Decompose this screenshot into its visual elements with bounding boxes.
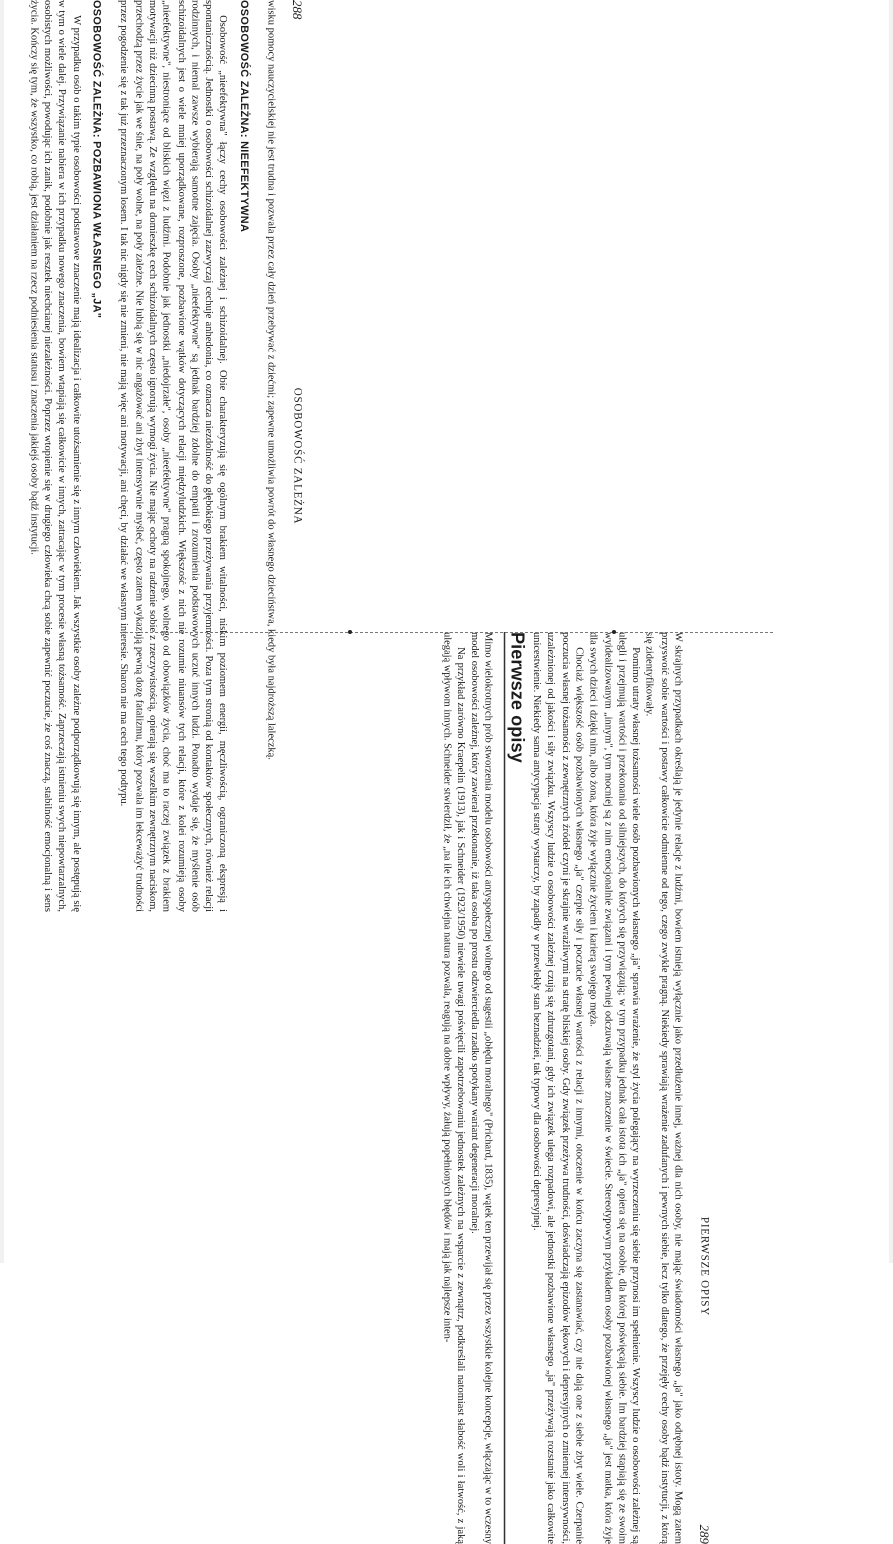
running-head-title-left: OSOBOWOŚĆ ZALEŻNA <box>291 387 305 525</box>
running-head-title-right: PIERWSZE OPISY <box>698 1216 712 1316</box>
scan-dot <box>612 630 616 634</box>
scan-dot <box>348 630 352 634</box>
right-page-body <box>439 632 685 1544</box>
paragraph: W skrajnych przypadkach określają je jedynie relacje z ludźmi, bowiem istnieją wyłącznie jako przedłużenie innej, ważnej dla nich osoby, nie mając świadomości własnego „ja" jako odrębnej istoty. Mogą zatem przyswoić sobie wartości i postawy całkowicie odmienne od tego, czego zwykle pragną. Niekiedy sprawiają wrażenie zadufanych i pewnych siebie, lecz tylko dlatego, że przejęły cechy osoby bądź instytucji, z którą się zidentyfikowały. <box>644 632 684 1544</box>
paragraph: Osobowość „nieefektywna" łączy cechy osobowości zależnej i schizoidalnej. Obie charakteryzują się ogólnym brakiem witalności, niskim poziomem energii, męczliwością, ograniczoną ekspresją i spontanicznością. Jednostki o osobowości schizoidalnej zazwyczaj cechuje anhedonia, co oznacza niezdolność do głębokiego przeżywania przyjemności. Poza tym stronią od kontaktów społecznych, również relacji rodzinnych, i niemal zawsze wybierają samotne zajęcia. Osoby „nieefektywne" są jednak bardziej zdolne do empatii i zrozumienia podstawowych uczuć innych ludzi. Ponadto wydaje się, że myślenie osób schizoidalnych jest o wiele mniej uporządkowane, rozproszone, pozbawione wątków dotyczących relacji międzyludzkich. Większość z nich nie rozumie niuansów tych relacji, które z kolei rozumieją osoby „nieefektywne", niestroniące od bliskich więzi z ludźmi. Podobnie jak jednostki „niedojrzałe", osoby „nieefektywne" pragną spokojnego, wolnego od obowiązków życia, choć ma to raczej związek z brakiem motywacji niż dziecinną postawą. Ze względu na domieszkę cech schizoidalnych często ignorują wymogi życia. Nie mając ochoty na radzenie sobie z rzeczywistością, opierają się wszelkim zewnętrznym naciskom, przechodzą przez życie jak we śnie, na poły wolne, na poły zależne. Nie lubią się w nic angażować ani zbyt intensywnie myśleć, często zatem wykazują pewną dozę fatalizmu, który pozwala im lekceważyć trudności przez pogodzenie się z tak już przeznaczonym losem. I tak nic nigdy się nie zmieni, nie mają więc ani motywacji, ani chęci, by działać we własnym interesie. Sharon nie ma cech tego podtypu. <box>118 0 229 912</box>
section-heading-nieefektywna: OSOBOWOŚĆ ZALEŻNA: NIEEFEKTYWNA <box>237 0 252 233</box>
scan-fold-mark <box>120 632 773 634</box>
paragraph: Pomimo utraty własnej tożsamości wiele osób pozbawionych własnego „ja" sprawia wrażenie, że styl życia polegający na wyrzeczeniu się siebie przynosi im spełnienie. Wszyscy ludzie o osobowości zależnej są ulegli i przejmują wartości i przekonania od silniejszych, do których się przywiązują; w tym przypadku jednak cała istota ich „ja" opiera się na osobie, dla której poświęcają siebie. Im bardziej stapiają się ze swoim wyidealizowanym „innym", tym mocniej są z nim emocjonalnie związani i tym pewniej odczuwają własne znaczenie w świecie. Stereotypowym przykładem osoby pozbawionej własnego „ja" jest matka, która żyje dla swych dzieci i dzięki nim, albo żona, która żyje wyłącznie życiem i karierą swojego męża. <box>587 632 641 1544</box>
running-head-right <box>691 632 712 1544</box>
scan-edge-right <box>889 0 893 1263</box>
page-number-left: 288 <box>289 0 305 20</box>
chapter-heading-pierwsze-opisy: Pierwsze opisy <box>504 632 523 1544</box>
paragraph: Chociaż większość osób pozbawionych własnego „ja" czerpie siły i poczucie własnej wartości z relacji z innymi, otoczenie w końcu zaczyna się zastanawiać, czy nie dają one z siebie zbyt wiele. Czerpanie poczucia własnej tożsamości z zewnętrznych źródeł czyni je skrajnie wrażliwymi na stratę bliskiej osoby. Gdy związek przeżywa trudności, doświadczają epizodów lękowych i depresyjnych o zmiennej intensywności, uzależnionej od jakości i siły związku. Wszyscy ludzie o osobowości zależnej czują się zdruzgotani, gdy ich związek ulega rozpadowi, ale jednostki pozbawione własnego „ja" przeżywają rozstanie jako całkowite unicestwienie. Niekiedy sama antycypacja straty wystarczy, by zapadły w przewlekły stan beznadziei, tak typowy dla osobowości depresyjnej. <box>531 632 585 1544</box>
page-number-right: 289 <box>696 1524 712 1544</box>
section-heading-pozbawiona-ja: OSOBOWOŚĆ ZALEŻNA: POZBAWIONA WŁASNEGO „JA" <box>90 0 105 319</box>
paragraph: wisku pomocy nauczycielskiej nie jest trudna i pozwala przez cały dzień przebywać z dziećmi; zapewne umożliwia powrót do własnego dzieciństwa, kiedy była najdroższą laleczką. <box>265 0 277 760</box>
paragraph: Na przykład zarówno Kraepelin (1913), jak i Schneider (1923/1950) niewiele uwagi poświęcili zapotrzebowaniu jednostek zależnych na wsparcie z zewnątrz, podkreślali natomiast słabość woli i łatwość, z jaką ulegają wpływom innych. Schneider stwierdził, że „na ile ich chwiejna natura pozwala, reagują na dobre wpływy, żałują popełnionych błędów i mają jak najlepsze inten- <box>440 632 466 1544</box>
paragraph: W przypadku osób o takim typie osobowości podstawowe znaczenie mają idealizacja i całkowite utożsamienie się z innym człowiekiem. Jak wszystkie osoby zależne podporządkowują się innym, ale postępują się w tym o wiele dalej. Przywiązanie nabiera w ich przypadku nowego znaczenia, bowiem wtapiają się całkowicie w innych, zatracając w tym procesie własną tożsamość. Zaprzeczają istnieniu swych niepowtarzalnych, osobistych możliwości, powodując ich zanik, podobnie jak resztek niechcianej niezależności. Poprzez wtopienie się w drugiego człowieka chcą sobie zapewnić poczucie, że coś znaczą, stabilność emocjonalną i sens życia. Kończy się tym, że wszystko, co robią, jest działaniem na rzecz podniesienia statusu i znaczenia jakiejś osoby bądź instytucji. <box>28 0 82 912</box>
paragraph: Mimo wielokrotnych prób stworzenia modelu osobowości antyspołecznej wolnego od sugestii „obłędu moralnego" (Prichard, 1835), wątek ten przewijał się przez wszystkie kolejne koncepcje, włączając w to wczesny model osobowości zależnej, który zawierał przekonanie, iż taka osoba po prostu odzwierciedla rzadko spotykany wariant degeneracji moralnej. <box>469 632 494 1544</box>
right-page <box>74 632 712 1544</box>
